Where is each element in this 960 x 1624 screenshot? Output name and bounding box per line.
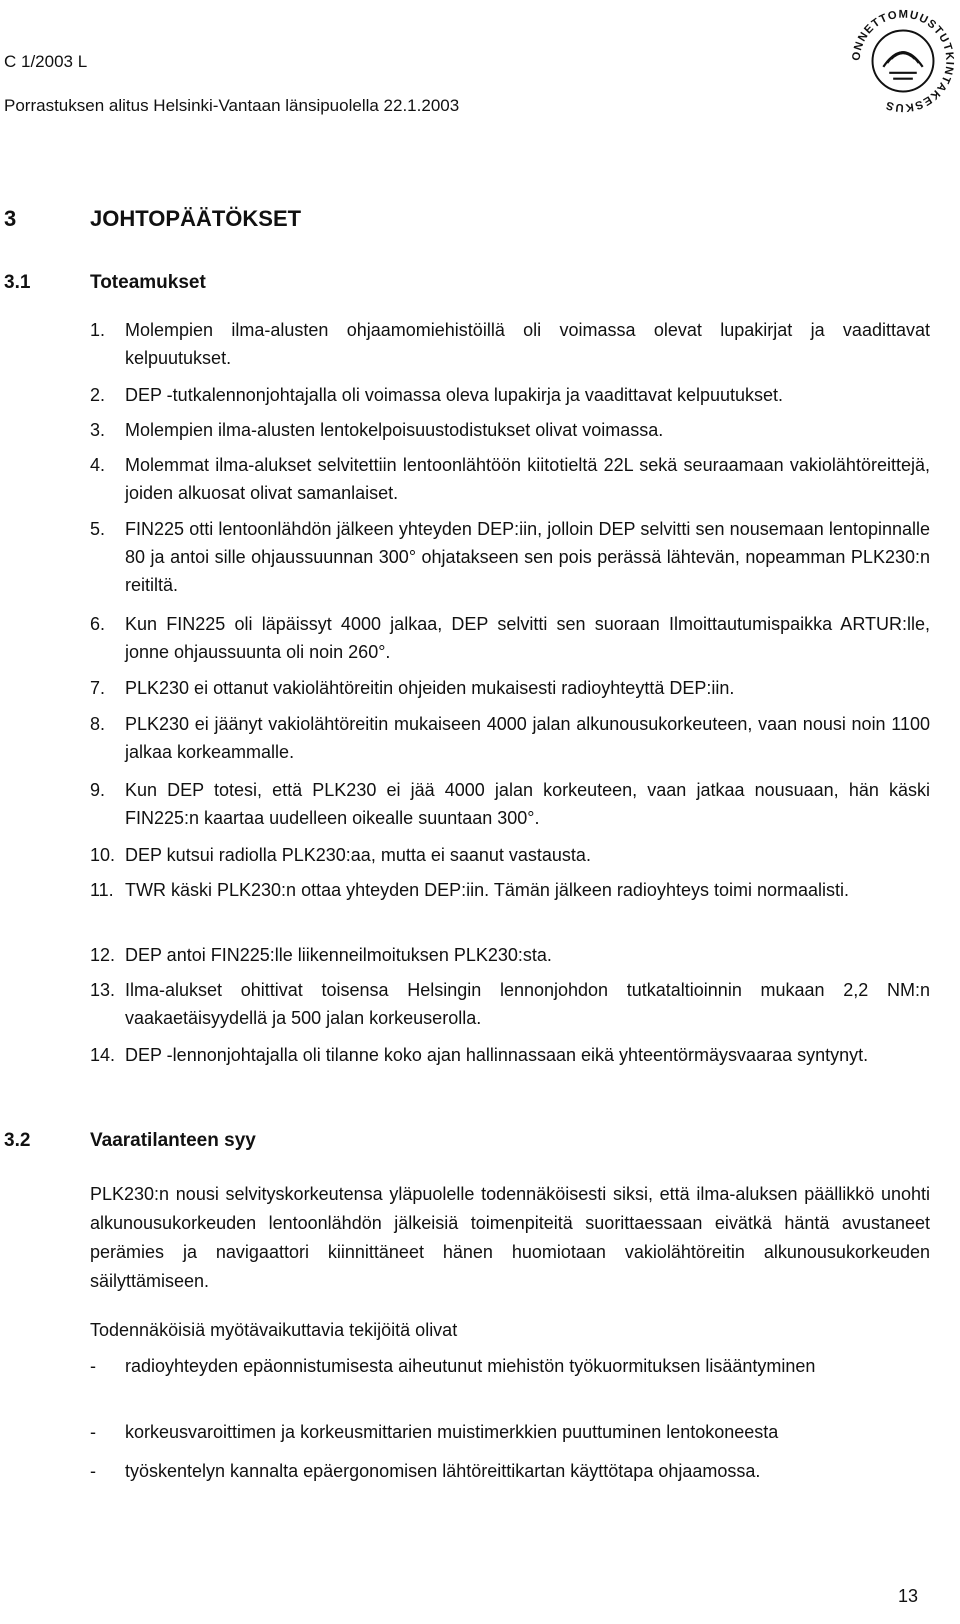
logo-ring-text: ONNETTOMUUSTUTKINTAKESKUS (850, 8, 956, 114)
item-number: 8. (90, 714, 106, 734)
list-item (90, 515, 930, 599)
factor-item (90, 1418, 930, 1446)
page-number: 13 (898, 1586, 919, 1606)
dash-marker: - (90, 1422, 96, 1442)
subsection-title: Toteamukset (90, 272, 206, 293)
list-item (90, 710, 930, 766)
list-item (90, 776, 930, 832)
item-number: 12. (90, 945, 116, 965)
item-text: Kun DEP totesi, että PLK230 ei jää 4000 jalan korkeuteen, vaan jatkaa nousuaan, hän käski FIN225:n kaartaa uudelleen oikealle suuntaan 300°. (125, 780, 930, 828)
svg-text:ONNETTOMUUSTUTKINTAKESKUS (851, 9, 956, 114)
section-title: JOHTOPÄÄTÖKSET (90, 206, 302, 231)
item-text: Molemmat ilma-alukset selvitettiin lentoonlähtöön kiitotieltä 22L sekä seuraamaan vakiolähtöreittejä, joiden alkuosat olivat samanlaiset. (125, 455, 930, 503)
list-item (90, 941, 930, 969)
item-text: Kun FIN225 oli läpäissyt 4000 jalkaa, DEP selvitti sen suoraan Ilmoittautumispaikka ARTUR:lle, jonne ohjaussuunta oli noin 260°. (125, 614, 930, 662)
dash-marker: - (90, 1461, 96, 1481)
list-item (90, 316, 930, 372)
item-number: 5. (90, 519, 106, 539)
list-item (90, 610, 930, 666)
list-item (90, 674, 930, 702)
item-number: 4. (90, 455, 106, 475)
item-number: 2. (90, 385, 106, 405)
item-number: 13. (90, 980, 116, 1000)
item-text: PLK230 ei jäänyt vakiolähtöreitin mukaiseen 4000 jalan alkunousukorkeuteen, vaan nousi noin 1100 jalkaa korkeammalle. (125, 714, 930, 762)
document-title: Porrastuksen alitus Helsinki-Vantaan länsipuolella 22.1.2003 (4, 96, 460, 115)
cause-paragraph: PLK230:n nousi selvityskorkeutensa yläpuolelle todennäköisesti siksi, että ilma-aluksen päällikkö unohti alkunousukorkeuden lentoonlähdön jälkeisiä toimenpiteitä suorittaessaan eivätkä häntä avustaneet perämies ja navigaattori kiinnittäneet hänen huomiotaan vakiolähtöreitin alkunousukorkeuden säilyttämiseen. (90, 1184, 930, 1291)
item-text: FIN225 otti lentoonlähdön jälkeen yhteyden DEP:iin, jolloin DEP selvitti sen nousemaan lentopinnalle 80 ja antoi sille ohjaussuunnan 300° ohjatakseen sen pois perässä lähtevän, nopeamman PLK230:n reitiltä. (125, 519, 930, 595)
item-text: PLK230 ei ottanut vakiolähtöreitin ohjeiden mukaisesti radioyhteyttä DEP:iin. (125, 678, 735, 698)
document-code: C 1/2003 L (4, 52, 88, 71)
factor-text: radioyhteyden epäonnistumisesta aiheutunut miehistön työkuormituksen lisääntyminen (125, 1356, 816, 1376)
item-text: DEP -lennonjohtajalla oli tilanne koko ajan hallinnassaan eikä yhteentörmäysvaaraa syntynyt. (125, 1045, 869, 1065)
item-text: Molempien ilma-alusten lentokelpoisuustodistukset olivat voimassa. (125, 420, 664, 440)
factor-text: korkeusvaroittimen ja korkeusmittarien muistimerkkien puuttuminen lentokoneesta (125, 1422, 779, 1442)
item-text: Ilma-alukset ohittivat toisensa Helsingin lennonjohdon tutkataltioinnin mukaan 2,2 NM:n vaakaetäisyydellä ja 500 jalan korkeuserolla. (125, 980, 930, 1028)
section-number: 3 (4, 206, 17, 231)
item-text: DEP -tutkalennonjohtajalla oli voimassa oleva lupakirja ja vaadittavat kelpuutukset. (125, 385, 784, 405)
list-item (90, 876, 930, 904)
item-number: 11. (90, 880, 114, 900)
subsection-number: 3.2 (4, 1130, 31, 1151)
item-text: DEP kutsui radiolla PLK230:aa, mutta ei saanut vastausta. (125, 845, 591, 865)
item-text: Molempien ilma-alusten ohjaamomiehistöillä oli voimassa olevat lupakirjat ja vaadittavat kelpuutukset. (125, 320, 930, 368)
item-number: 9. (90, 780, 106, 800)
item-text: DEP antoi FIN225:lle liikenneilmoituksen PLK230:sta. (125, 945, 552, 965)
list-item (90, 976, 930, 1032)
factor-text: työskentelyn kannalta epäergonomisen lähtöreittikartan käyttötapa ohjaamossa. (125, 1461, 761, 1481)
list-item (90, 416, 930, 444)
item-number: 14. (90, 1045, 116, 1065)
item-number: 7. (90, 678, 106, 698)
list-item (90, 381, 930, 409)
subsection-title: Vaaratilanteen syy (90, 1130, 256, 1151)
item-text: TWR käski PLK230:n ottaa yhteyden DEP:iin. Tämän jälkeen radioyhteys toimi normaalisti. (125, 880, 849, 900)
factor-item (90, 1352, 930, 1380)
item-number: 3. (90, 420, 106, 440)
item-number: 6. (90, 614, 106, 634)
factors-intro: Todennäköisiä myötävaikuttavia tekijöitä olivat (90, 1320, 458, 1340)
list-item (90, 841, 930, 869)
list-item (90, 451, 930, 507)
dash-marker: - (90, 1356, 96, 1376)
item-number: 1. (90, 320, 106, 340)
list-item (90, 1041, 930, 1069)
item-number: 10. (90, 845, 116, 865)
agency-logo (844, 2, 960, 120)
subsection-number: 3.1 (4, 272, 31, 293)
factor-item (90, 1457, 930, 1485)
